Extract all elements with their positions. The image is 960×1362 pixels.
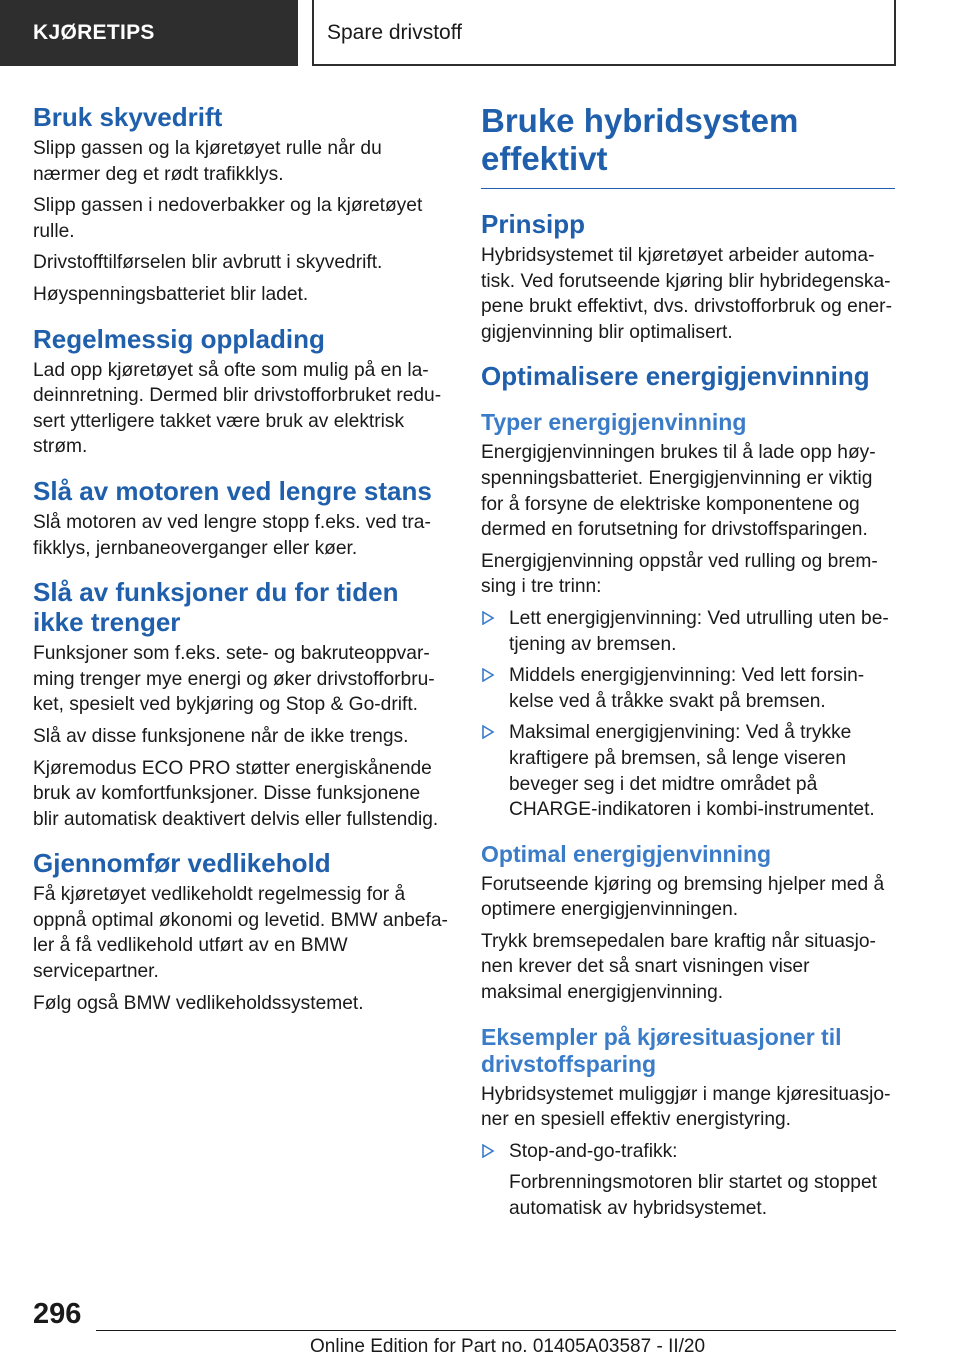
- paragraph: Kjøremodus ECO PRO støtter energiskånende bruk av komfortfunksjoner. Disse funksjonene blir automatisk deaktivert delvis eller fullstendig.: [33, 757, 439, 830]
- list-item-text: Maksimal energigjenvining: Ved å trykke kraftigere på bremsen, så lenge viseren beveger seg i det midtre området på CHARGE-indikatoren i kombi-instrumentet.: [509, 722, 875, 821]
- list-item-text: Lett energigjenvinning: Ved utrulling uten betjening av bremsen.: [509, 607, 889, 655]
- paragraph: Slå motoren av ved lengre stopp f.eks. ved trafikklys, jernbaneoverganger eller køer.: [33, 511, 431, 559]
- paragraph: Drivstofftilførselen blir avbrutt i skyvedrift.: [33, 252, 383, 274]
- heading-gjennomfor-vedlikehold: Gjennomfør vedlikehold: [33, 848, 331, 879]
- paragraph: Funksjoner som f.eks. sete- og bakruteoppvarming trenger mye energi og øker drivstofforbruket, spesielt ved bykjøring og Stop & Go-drift.: [33, 643, 435, 716]
- list-item-subparagraph: Forbrenningsmotoren blir startet og stoppet automatisk av hybridsystemet.: [509, 1172, 877, 1220]
- heading-bruk-skyvedrift: Bruk skyvedrift: [33, 102, 223, 132]
- triangle-right-icon: [481, 668, 495, 682]
- paragraph: Lad opp kjøretøyet så ofte som mulig på en ladeinnretning. Dermed blir drivstofforbruket redusert ytterligere takket være bruk av elektrisk strøm.: [33, 359, 442, 458]
- paragraph: Høyspenningsbatteriet blir ladet.: [33, 283, 309, 305]
- paragraph: Få kjøretøyet vedlikeholdt regelmessig for å oppnå optimal økonomi og levetid. BMW anbefaler å få vedlikehold utført av en BMW servicepartner.: [33, 884, 448, 983]
- heading-optimal-energigjenvinning: Optimal energigjenvinning: [481, 840, 772, 867]
- heading-eksempler-kjoresituasjoner: Eksempler på kjøresituasjoner til drivstoffsparing: [481, 1023, 842, 1077]
- paragraph: Slipp gassen i nedoverbakker og la kjøretøyet rulle.: [33, 195, 423, 242]
- list-item-text: Middels energigjenvinning: Ved lett forsinkelse ved å tråkke svakt på bremsen.: [509, 665, 865, 712]
- page-number: 296: [33, 1298, 82, 1330]
- list-item-text: Stop-and-go-trafikk:: [509, 1140, 678, 1162]
- triangle-right-icon: [481, 725, 495, 739]
- right-column: [481, 96, 895, 1222]
- heading-sla-av-funksjoner: Slå av funksjoner du for tiden ikke trenger: [33, 577, 399, 638]
- paragraph: Følg også BMW vedlikeholdssystemet.: [33, 992, 364, 1014]
- bullet-list: [481, 1139, 895, 1165]
- header-section-label: KJØRETIPS: [0, 0, 298, 66]
- list-item: [481, 663, 895, 714]
- paragraph: Energigjenvinning oppstår ved rulling og bremsing i tre trinn:: [481, 550, 878, 598]
- heading-prinsipp: Prinsipp: [481, 209, 586, 239]
- heading-bruke-hybridsystem: Bruke hybridsystem effektivt: [481, 96, 895, 189]
- paragraph: Slå av disse funksjonene når de ikke trengs.: [33, 725, 409, 747]
- list-item: [481, 1139, 895, 1165]
- footer-divider: [96, 1330, 896, 1331]
- heading-typer-energigjenvinning: Typer energigjenvinning: [481, 409, 747, 436]
- heading-optimalisere-energigjenvinning: Optimalisere energigjenvinning: [481, 361, 870, 392]
- triangle-right-icon: [481, 1144, 495, 1158]
- header-chapter-label: Spare drivstoff: [312, 0, 896, 66]
- paragraph: Energigjenvinningen brukes til å lade opp høyspenningsbatteriet. Energigjenvinning er viktig for å forsyne de elektriske komponentene og dermed en forutsetning for drivstoffsparingen.: [481, 442, 876, 541]
- triangle-right-icon: [481, 611, 495, 625]
- list-item: [481, 720, 895, 822]
- page-header: [0, 0, 960, 66]
- heading-sla-av-motoren: Slå av motoren ved lengre stans: [33, 475, 432, 506]
- list-item: [481, 606, 895, 657]
- paragraph: Forutseende kjøring og bremsing hjelper med å optimere energigjenvinningen.: [481, 873, 885, 921]
- paragraph: Hybridsystemet muliggjør i mange kjøresituasjoner en spesiell effektiv energistyring.: [481, 1083, 891, 1131]
- footer-edition-text: Online Edition for Part no. 01405A03587 - II/20: [310, 1336, 706, 1357]
- paragraph: Hybridsystemet til kjøretøyet arbeider automatisk. Ved forutseende kjøring blir hybridegenskapene brukt effektivt, dvs. drivstofforbruk og energigjenvinning blir optimalisert.: [481, 245, 892, 343]
- paragraph: Slipp gassen og la kjøretøyet rulle når du nærmer deg et rødt trafikklys.: [33, 138, 382, 185]
- left-column: [33, 96, 448, 1022]
- paragraph: Trykk bremsepedalen bare kraftig når situasjonen krever det så snart visningen viser maksimal energigjenvinning.: [481, 930, 876, 1004]
- bullet-list: [481, 606, 895, 823]
- heading-regelmessig-opplading: Regelmessig opplading: [33, 323, 325, 354]
